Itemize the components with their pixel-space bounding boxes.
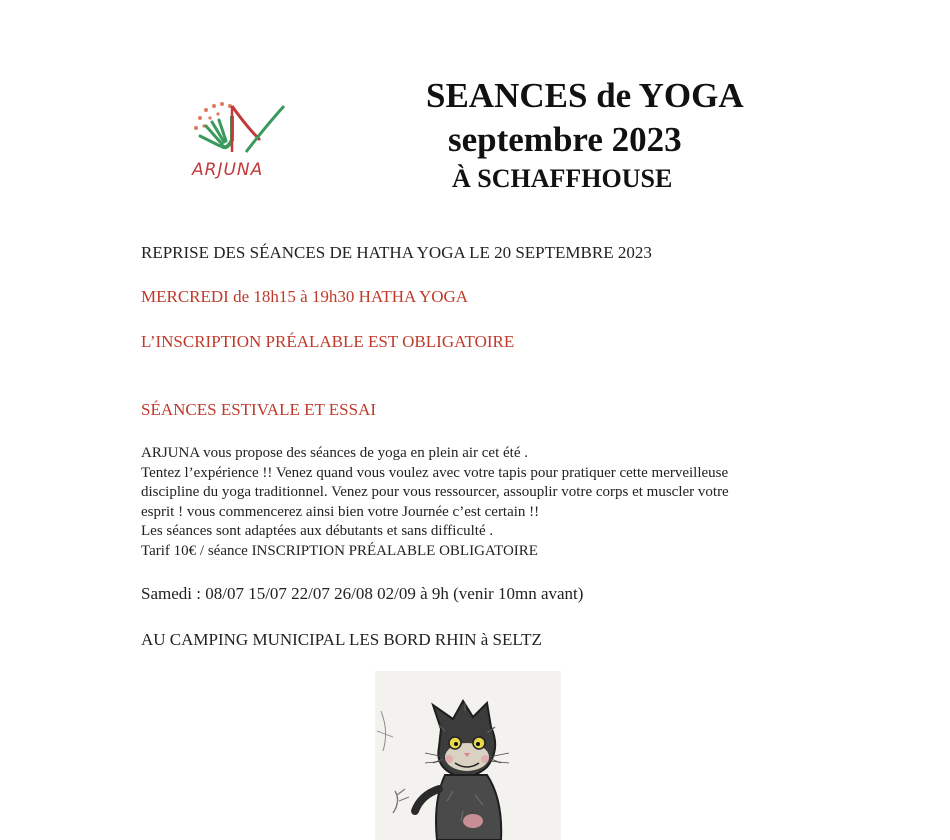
paragraph-line: discipline du yoga traditionnel. Venez pour vous ressourcer, assouplir votre corps et muscler votre	[141, 484, 729, 500]
page-subtitle-location: À SCHAFFHOUSE	[452, 164, 673, 193]
logo-text: ARJUNA	[192, 160, 264, 180]
page-subtitle-date: septembre 2023	[448, 120, 682, 159]
paragraph-line: Les séances sont adaptées aux débutants et sans difficulté .	[141, 523, 494, 539]
page-title: SEANCES de YOGA	[426, 76, 744, 115]
paragraph-line: Tarif 10€ / séance INSCRIPTION PRÉALABLE OBLIGATOIRE	[141, 542, 538, 559]
location-line: AU CAMPING MUNICIPAL LES BORD RHIN à SELTZ	[141, 630, 542, 649]
inscription-notice: L’INSCRIPTION PRÉALABLE EST OBLIGATOIRE	[141, 332, 515, 351]
paragraph-line: esprit ! vous commencerez ainsi bien votre Journée c’est certain !!	[141, 503, 540, 520]
reprise-announcement: REPRISE DES SÉANCES DE HATHA YOGA LE 20 SEPTEMBRE 2023	[141, 243, 652, 262]
description-paragraph	[141, 444, 841, 561]
paragraph-line: ARJUNA vous propose des séances de yoga en plein air cet été .	[141, 445, 528, 461]
cat-illustration	[375, 671, 561, 840]
cat-drawing	[375, 671, 561, 840]
summer-heading: SÉANCES ESTIVALE ET ESSAI	[141, 400, 377, 419]
schedule-line: MERCREDI de 18h15 à 19h30 HATHA YOGA	[141, 287, 469, 306]
dates-line: Samedi : 08/07 15/07 22/07 26/08 02/09 à 9h (venir 10mn avant)	[141, 584, 584, 603]
paragraph-line: Tentez l’expérience !! Venez quand vous voulez avec votre tapis pour pratiquer cette merveilleuse	[141, 464, 729, 481]
